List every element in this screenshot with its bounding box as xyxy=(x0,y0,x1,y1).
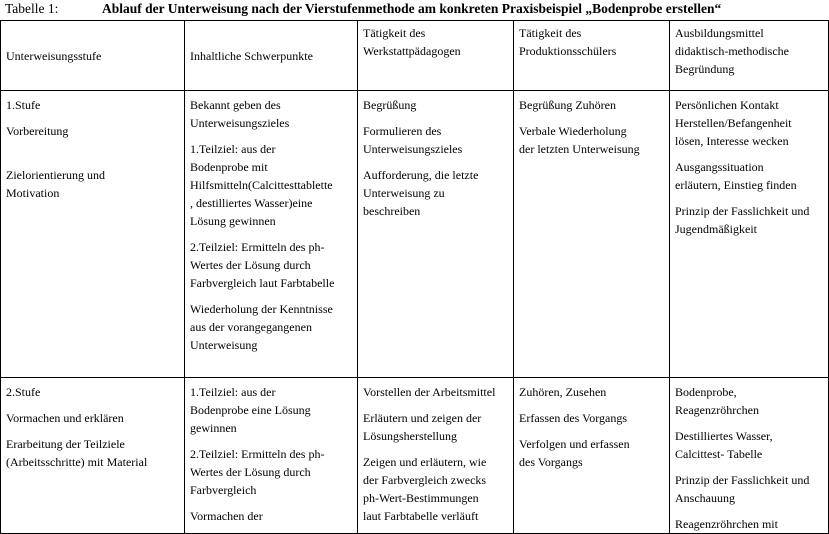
text-line: laut Farbtabelle verläuft xyxy=(363,509,479,523)
text-line: Werkstattpädagogen xyxy=(363,44,461,58)
text-line: Wertes der Lösung durch xyxy=(190,258,311,272)
cell-means xyxy=(670,91,829,378)
text-line: 1.Teilziel: aus der xyxy=(190,385,276,399)
cell-student xyxy=(514,378,670,534)
table-row xyxy=(1,378,829,534)
text-line: Zeigen und erläutern, wie xyxy=(363,455,487,469)
text-paragraph xyxy=(519,435,665,471)
text-paragraph xyxy=(363,453,509,525)
text-line: Anschauung xyxy=(675,491,735,505)
text-line: Formulieren des xyxy=(363,124,442,138)
text-line: 2.Teilziel: Ermitteln des ph- xyxy=(190,447,325,461)
text-paragraph xyxy=(519,383,665,401)
text-line: der letzten Unterweisung xyxy=(519,142,640,156)
cell-means xyxy=(670,378,829,534)
text-paragraph xyxy=(363,24,509,60)
text-line: Vorbereitung xyxy=(6,124,69,138)
text-paragraph xyxy=(675,427,824,463)
text-paragraph xyxy=(190,47,353,65)
text-line: Verfolgen und erfassen xyxy=(519,437,630,451)
text-line: lösen, Interesse wecken xyxy=(675,134,789,148)
text-line: Zuhören, Zusehen xyxy=(519,385,607,399)
text-paragraph xyxy=(675,158,824,194)
text-line: Inhaltliche Schwerpunkte xyxy=(190,48,313,63)
text-line: Lösungsherstellung xyxy=(363,429,457,443)
header-row xyxy=(1,21,829,91)
text-line: didaktisch-methodische xyxy=(675,44,789,58)
text-line: Vormachen und erklären xyxy=(6,411,124,425)
text-line: Tätigkeit des xyxy=(519,26,582,40)
text-line: Unterweisung xyxy=(190,338,258,352)
text-line: erläutern, Einstieg finden xyxy=(675,178,797,192)
text-line: Reagenzröhrchen xyxy=(675,403,759,417)
text-line: Zielorientierung und xyxy=(6,168,105,182)
text-line: Hilfsmitteln(Calcittesttablette xyxy=(190,178,333,192)
text-paragraph xyxy=(6,47,180,65)
text-paragraph xyxy=(190,238,353,292)
text-line: der Farbvergleich zwecks xyxy=(363,473,487,487)
text-paragraph xyxy=(6,96,180,114)
cell-stage xyxy=(1,378,185,534)
table-caption xyxy=(5,1,721,19)
text-paragraph xyxy=(363,122,509,158)
text-line: des Vorgangs xyxy=(519,455,583,469)
text-paragraph xyxy=(675,515,824,533)
text-line: ph-Wert-Bestimmungen xyxy=(363,491,479,505)
text-line: Verbale Wiederholung xyxy=(519,124,627,138)
text-line: gewinnen xyxy=(190,421,237,435)
text-paragraph xyxy=(363,166,509,220)
header-student xyxy=(514,21,670,91)
text-paragraph xyxy=(6,166,180,202)
text-line: Lösung gewinnen xyxy=(190,214,276,228)
text-line: Unterweisungszieles xyxy=(363,142,463,156)
text-paragraph xyxy=(363,96,509,114)
text-line: Farbvergleich laut Farbtabelle xyxy=(190,276,335,290)
text-paragraph xyxy=(519,409,665,427)
text-line: Wiederholung der Kenntnisse xyxy=(190,302,333,316)
text-line: Bodenprobe mit xyxy=(190,160,268,174)
text-line: Produktionsschülers xyxy=(519,44,617,58)
caption-label: Tabelle 1: xyxy=(5,1,59,16)
text-line: (Arbeitsschritte) mit Material xyxy=(6,455,148,469)
header-teacher xyxy=(358,21,514,91)
table-row xyxy=(1,91,829,378)
text-line: Prinzip der Fasslichkeit und xyxy=(675,204,810,218)
text-line: Erarbeitung der Teilziele xyxy=(6,437,125,451)
text-paragraph xyxy=(519,24,665,60)
text-line: Prinzip der Fasslichkeit und xyxy=(675,473,810,487)
text-line: Tätigkeit des xyxy=(363,26,426,40)
text-paragraph xyxy=(675,202,824,238)
text-line: Destilliertes Wasser, xyxy=(675,429,773,443)
cell-content xyxy=(185,378,358,534)
text-line: Ausgangssituation xyxy=(675,160,764,174)
text-paragraph xyxy=(363,409,509,445)
text-line: Calcittest- Tabelle xyxy=(675,447,763,461)
text-paragraph xyxy=(519,96,665,114)
header-stage xyxy=(1,21,185,91)
text-paragraph xyxy=(190,383,353,437)
text-line: Wertes der Lösung durch xyxy=(190,465,311,479)
text-line: , destilliertes Wasser)eine xyxy=(190,196,313,210)
text-line: Erfassen des Vorgangs xyxy=(519,411,627,425)
text-line: Bodenprobe, xyxy=(675,385,737,399)
text-paragraph xyxy=(675,471,824,507)
text-line: Erläutern und zeigen der xyxy=(363,411,482,425)
text-line: Bodenprobe eine Lösung xyxy=(190,403,311,417)
text-paragraph xyxy=(190,507,353,525)
text-line: Ausbildungsmittel xyxy=(675,26,764,40)
text-paragraph xyxy=(6,122,180,140)
text-line: Persönlichen Kontakt xyxy=(675,98,779,112)
text-line: beschreiben xyxy=(363,204,421,218)
text-paragraph xyxy=(190,140,353,230)
text-line: Unterweisungszieles xyxy=(190,116,290,130)
text-line: Begrüßung Zuhören xyxy=(519,98,616,112)
text-paragraph xyxy=(190,96,353,132)
cell-content xyxy=(185,91,358,378)
text-line: Herstellen/Befangenheit xyxy=(675,116,792,130)
text-paragraph xyxy=(675,24,824,78)
text-line: Unterweisung zu xyxy=(363,186,445,200)
text-line: Unterweisungsstufe xyxy=(6,48,102,63)
text-line: Motivation xyxy=(6,186,60,200)
text-line: Begründung xyxy=(675,62,735,76)
text-line: 2.Stufe xyxy=(6,385,41,399)
cell-teacher xyxy=(358,91,514,378)
text-paragraph xyxy=(6,383,180,401)
text-line: Aufforderung, die letzte xyxy=(363,168,479,182)
text-paragraph xyxy=(6,409,180,427)
text-line: Reagenzröhrchen mit xyxy=(675,517,778,531)
cell-stage xyxy=(1,91,185,378)
text-line: Jugendmäßigkeit xyxy=(675,222,757,236)
text-line: Farbvergleich xyxy=(190,483,257,497)
text-line: Vormachen der xyxy=(190,509,263,523)
text-line: 1.Stufe xyxy=(6,98,41,112)
header-content xyxy=(185,21,358,91)
text-paragraph xyxy=(190,445,353,499)
text-paragraph xyxy=(6,435,180,471)
text-paragraph xyxy=(675,96,824,150)
text-paragraph xyxy=(519,122,665,158)
text-paragraph xyxy=(675,383,824,419)
text-line: aus der vorangegangenen xyxy=(190,320,312,334)
caption-title: Ablauf der Unterweisung nach der Vierstufenmethode am konkreten Praxisbeispiel „Bodenprobe erstellen“ xyxy=(102,1,722,16)
text-line: Bekannt geben des xyxy=(190,98,281,112)
text-line: 1.Teilziel: aus der xyxy=(190,142,276,156)
text-line: Vorstellen der Arbeitsmittel xyxy=(363,385,496,399)
instruction-table xyxy=(0,20,829,534)
cell-student xyxy=(514,91,670,378)
header-means xyxy=(670,21,829,91)
cell-teacher xyxy=(358,378,514,534)
text-line: Begrüßung xyxy=(363,98,417,112)
text-paragraph xyxy=(190,300,353,354)
text-line: 2.Teilziel: Ermitteln des ph- xyxy=(190,240,325,254)
text-paragraph xyxy=(363,383,509,401)
